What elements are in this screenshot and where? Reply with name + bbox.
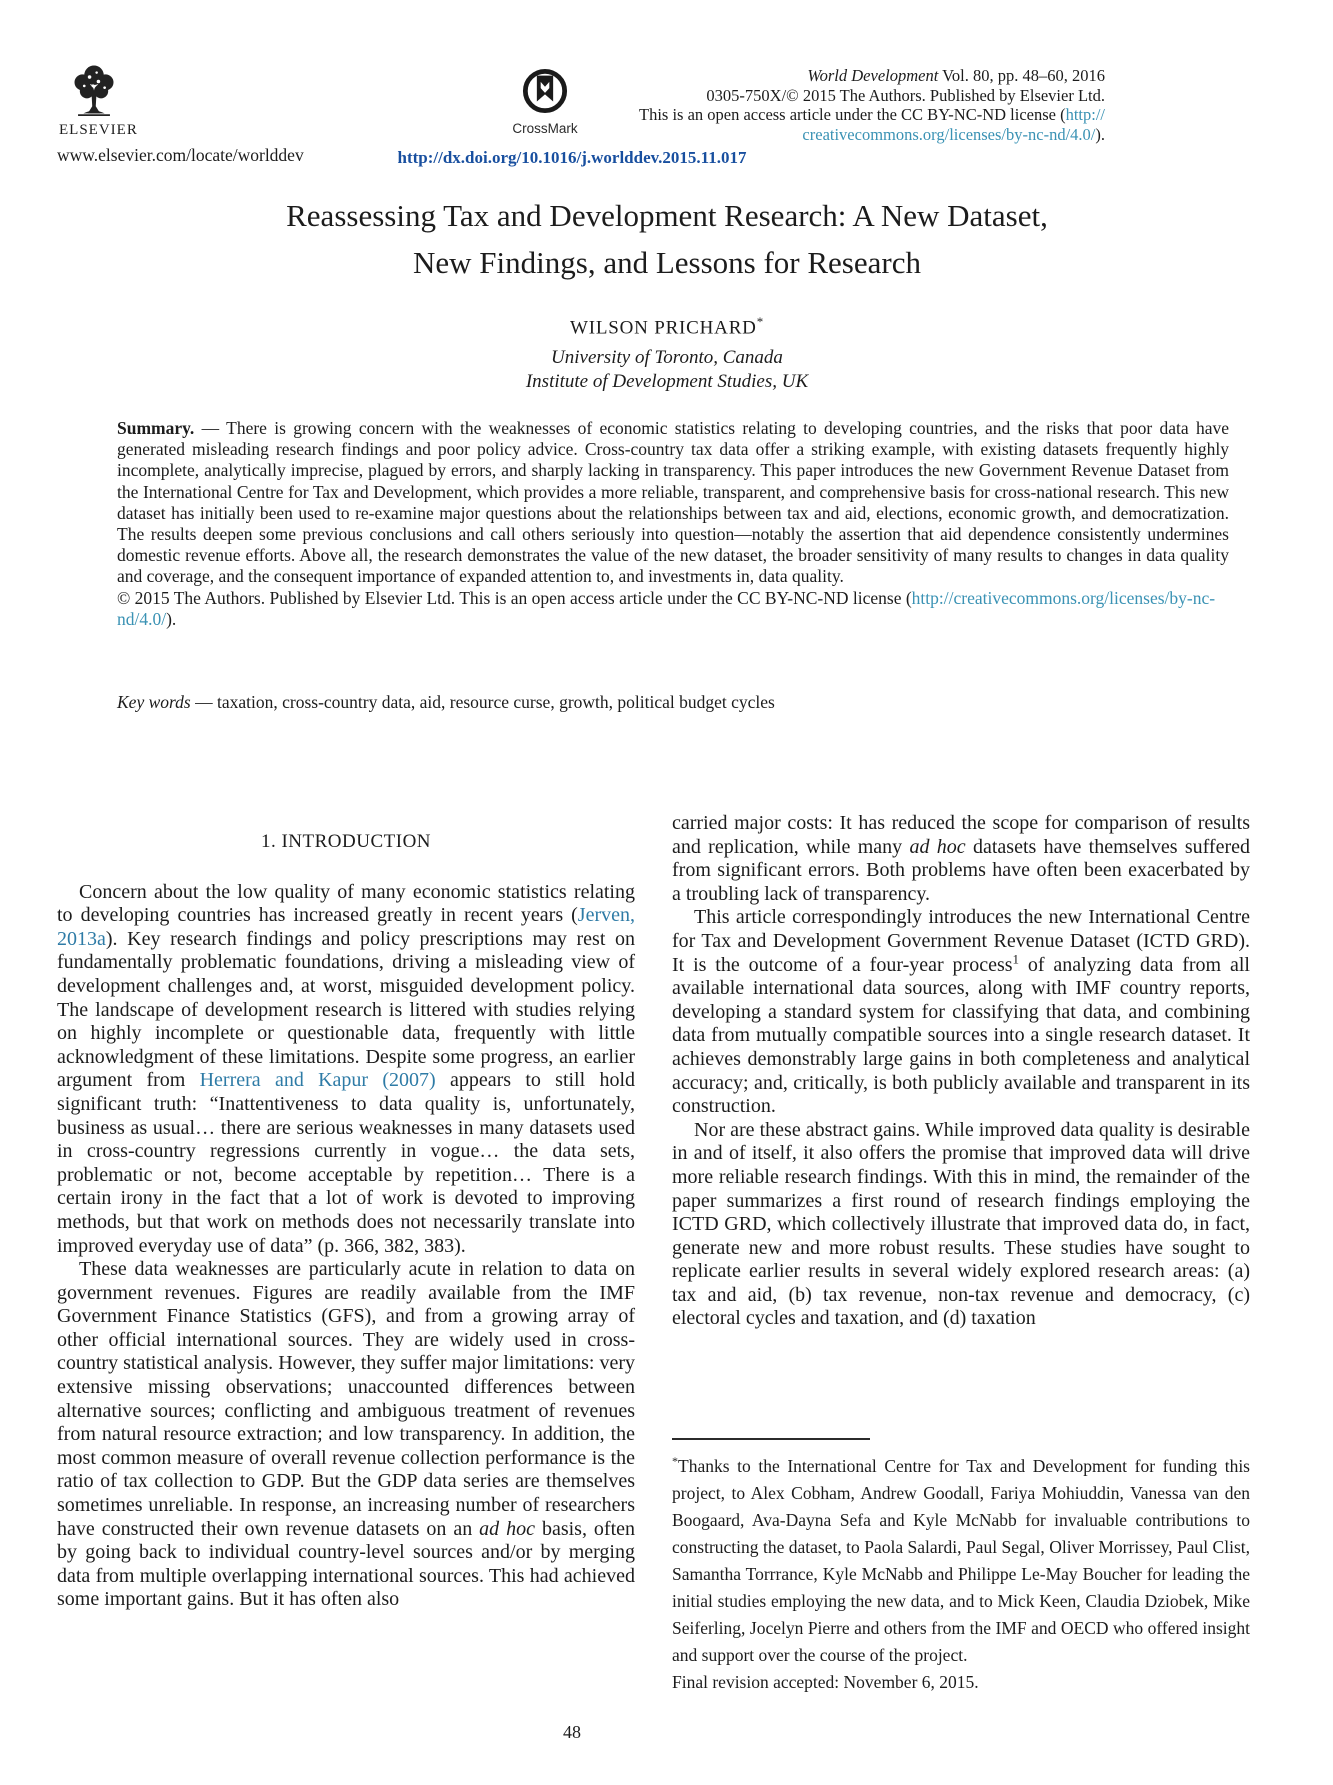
footnote-divider: [672, 1438, 870, 1440]
intro-paragraph-1: Concern about the low quality of many economic statistics relating to developing countries has increased greatly in recent years (Jerven, 2013a). Key research findings and policy prescriptions may rest on fundamentally problematic foundations, driving a misleading view of development challenges and, at worst, misguided development policy. The landscape of development research is littered with studies relying on highly incomplete or questionable data, frequently with little acknowledgment of these limitations. Despite some progress, an earlier argument from Herrera and Kapur (2007) appears to still hold significant truth: “Inattentiveness to data quality is, unfortunately, business as usual… there are serious weaknesses in many datasets used in cross-country regressions currently in vogue… the data sets, problematic or not, become acceptable by repetition… There is a certain irony in the fact that a lot of work is devoted to improving methods, but that work on methods does not necessarily translate into improved everyday use of data” (p. 366, 382, 383).: [57, 880, 636, 1257]
abstract-summary: [117, 418, 1229, 630]
journal-copyright-line: 0305-750X/© 2015 The Authors. Published by Elsevier Ltd.: [706, 85, 1105, 105]
title-line-2: New Findings, and Lessons for Research: [413, 245, 921, 280]
publisher-name: ELSEVIER: [59, 122, 138, 138]
body-column-left: [57, 830, 635, 1612]
journal-license-line-2: creativecommons.org/licenses/by-nc-nd/4.0/).: [802, 124, 1105, 144]
author-name: WILSON PRICHARD: [569, 317, 757, 339]
author-footnote-mark[interactable]: *: [756, 314, 764, 329]
affiliations: [57, 346, 1277, 394]
license-link-part2[interactable]: creativecommons.org/licenses/by-nc-nd/4.0/: [802, 124, 1096, 144]
section-heading-introduction: 1. INTRODUCTION: [260, 831, 432, 852]
summary-text: Summary. — There is growing concern with the weaknesses of economic statistics relating to developing countries, and the risks that poor data have generated misleading research findings and poor policy advice. Cross-country tax data offer a striking example, with existing datasets frequently highly incomplete, analytically imprecise, plagued by errors, and sharply lacking in transparency. This paper introduces the new Government Revenue Dataset from the International Centre for Tax and Development, which provides a more reliable, transparent, and comprehensive basis for cross-national research. This new dataset has initially been used to re-examine major questions about the relationships between tax and aid, elections, economic growth, and democratization. The results deepen some previous conclusions and call others seriously into question—notably the assertion that aid dependence consistently undermines domestic revenue efforts. Above all, the research demonstrates the value of the new dataset, the broader sensitivity of many results to changes in data quality and coverage, and the consequent importance of expanded attention to, and investments in, data quality.: [117, 418, 1230, 587]
intro-paragraph-2-continued: carried major costs: It has reduced the scope for comparison of results and replication, while many ad hoc datasets have themselves suffered from significant errors. Both problems have often been exacerbated by a troubling lack of transparency.: [672, 812, 1250, 905]
keywords-body: — taxation, cross-country data, aid, resource curse, growth, political budget cycles: [190, 692, 775, 712]
footnote-accepted-date: Final revision accepted: November 6, 2015.: [672, 1671, 979, 1692]
crossmark-label: CrossMark: [512, 121, 578, 136]
keywords-label: Key words: [117, 692, 191, 712]
journal-volume-line: [580, 66, 1105, 86]
summary-license-link[interactable]: http://creativecommons.org/licenses/by-nc-nd/4.0/: [117, 587, 1216, 629]
keywords-line: [117, 692, 1229, 713]
journal-title: World Development: [807, 66, 939, 85]
title-line-1: Reassessing Tax and Development Research: A New Dataset,: [286, 198, 1048, 233]
doi-link[interactable]: http://dx.doi.org/10.1016/j.worlddev.2015.11.017: [397, 148, 747, 167]
summary-body: There is growing concern with the weaknesses of economic statistics relating to developing countries, and the risks that poor data have generated misleading research findings and poor policy advice. Cross-country tax data offer a striking example, with existing datasets frequently highly incomplete, analytically imprecise, plagued by errors, and sharply lacking in transparency. This paper introduces the new Government Revenue Dataset from the International Centre for Tax and Development, which provides a more reliable, transparent, and comprehensive basis for cross-national research. This new dataset has initially been used to re-examine major questions about the relationships between tax and aid, elections, economic growth, and democratization. The results deepen some previous conclusions and call others seriously into question—notably the assertion that aid dependence consistently undermines domestic revenue efforts. Above all, the research demonstrates the value of the new dataset, the broader sensitivity of many results to changes in data quality and coverage, and the consequent importance of expanded attention to, and investments in, data quality.: [117, 418, 1230, 587]
citation-herrera-kapur-2007[interactable]: Herrera and Kapur (2007): [199, 1069, 436, 1092]
summary-copyright: © 2015 The Authors. Published by Elsevier Ltd. This is an open access article under the CC BY-NC-ND license (http://creativecommons.org/licenses/by-nc-nd/4.0/).: [117, 587, 1216, 629]
body-column-right: [672, 812, 1250, 1331]
journal-issue: Vol. 80, pp. 48–60, 2016: [938, 66, 1105, 85]
journal-license-line-1: This is an open access article under the CC BY-NC-ND license (http://: [638, 105, 1105, 124]
intro-paragraph-2: These data weaknesses are particularly acute in relation to data on government revenues. Figures are readily available from the IMF Government Finance Statistics (GFS), and from a growing array of other official international sources. They are widely used in cross-country statistical analysis. However, they suffer major limitations: very extensive missing observations; unaccounted differences between alternative sources; conflicting and ambiguous treatment of revenues from natural resource extraction; and low transparency. In addition, the most common measure of overall revenue collection performance is the ratio of tax collection to GDP. But the GDP data series are themselves sometimes unreliable. In response, an increasing number of researchers have constructed their own revenue datasets on an ad hoc basis, often by going back to individual country-level sources and/or by merging data from multiple overlapping international sources. This had achieved some important gains. But it has often also: [57, 1258, 636, 1611]
affiliation-1: University of Toronto, Canada: [551, 347, 783, 368]
author-byline: [57, 314, 1277, 339]
license-link-part1[interactable]: http://: [1065, 105, 1105, 124]
intro-paragraph-4: Nor are these abstract gains. While improved data quality is desirable in and of itself, it also offers the promise that improved data will drive more reliable research findings. With this in mind, the remainder of the paper summarizes a first round of research findings employing the ICTD GRD, which collectively illustrate that improved data do, in fact, generate new and more robust results. These studies have sought to replicate earlier results in several widely explored research areas: (a) tax and aid, (b) tax revenue, non-tax revenue and democracy, (c) electoral cycles and taxation, and (d) taxation: [672, 1118, 1250, 1330]
citation-jerven-2013a[interactable]: Jerven, 2013a: [57, 904, 635, 950]
publisher-url-link[interactable]: www.elsevier.com/locate/worlddev: [57, 145, 304, 165]
page-title: [57, 192, 1277, 286]
summary-label: Summary.: [117, 418, 195, 438]
intro-paragraph-3: This article correspondingly introduces the new International Centre for Tax and Development Government Revenue Dataset (ICTD GRD). It is the outcome of a four-year process$^1$ of analyzing data from all available international data sources, along with IMF country reports, developing a standard system for classifying that data, and combining data from mutually compatible sources into a single research dataset. It achieves demonstrably large gains in both completeness and analytical accuracy; and, critically, is both publicly available and transparent in its construction.: [672, 906, 1250, 1118]
elsevier-tree-logo-icon: [65, 62, 123, 124]
footnote-thanks: *Thanks to the International Centre for Tax and Development for funding this project, to Alex Cobham, Andrew Goodall, Fariya Mohiuddin, Vanessa van den Boogaard, Ava-Dayna Sefa and Kyle McNabb for invaluable contributions to constructing the dataset, to Paola Salardi, Paul Segal, Oliver Morrissey, Paul Clist, Samantha Torrrance, Kyle McNabb and Philippe Le-May Boucher for leading the initial studies employing the new data, and to Mick Keen, Claudia Dziobek, Mike Seiferling, Jocelyn Pierre and others from the IMF and OECD who offered insight and support over the course of the project.: [672, 1454, 1250, 1665]
author-footnote: [672, 1438, 1250, 1696]
affiliation-2: Institute of Development Studies, UK: [525, 371, 809, 392]
journal-info-block: [580, 66, 1105, 144]
footnote-star-mark: *: [672, 1454, 678, 1468]
crossmark-icon[interactable]: [522, 68, 568, 114]
crossmark-block[interactable]: [505, 68, 585, 136]
footnote-ref-1[interactable]: 1: [1012, 950, 1020, 966]
page-number: 48: [563, 1722, 581, 1742]
